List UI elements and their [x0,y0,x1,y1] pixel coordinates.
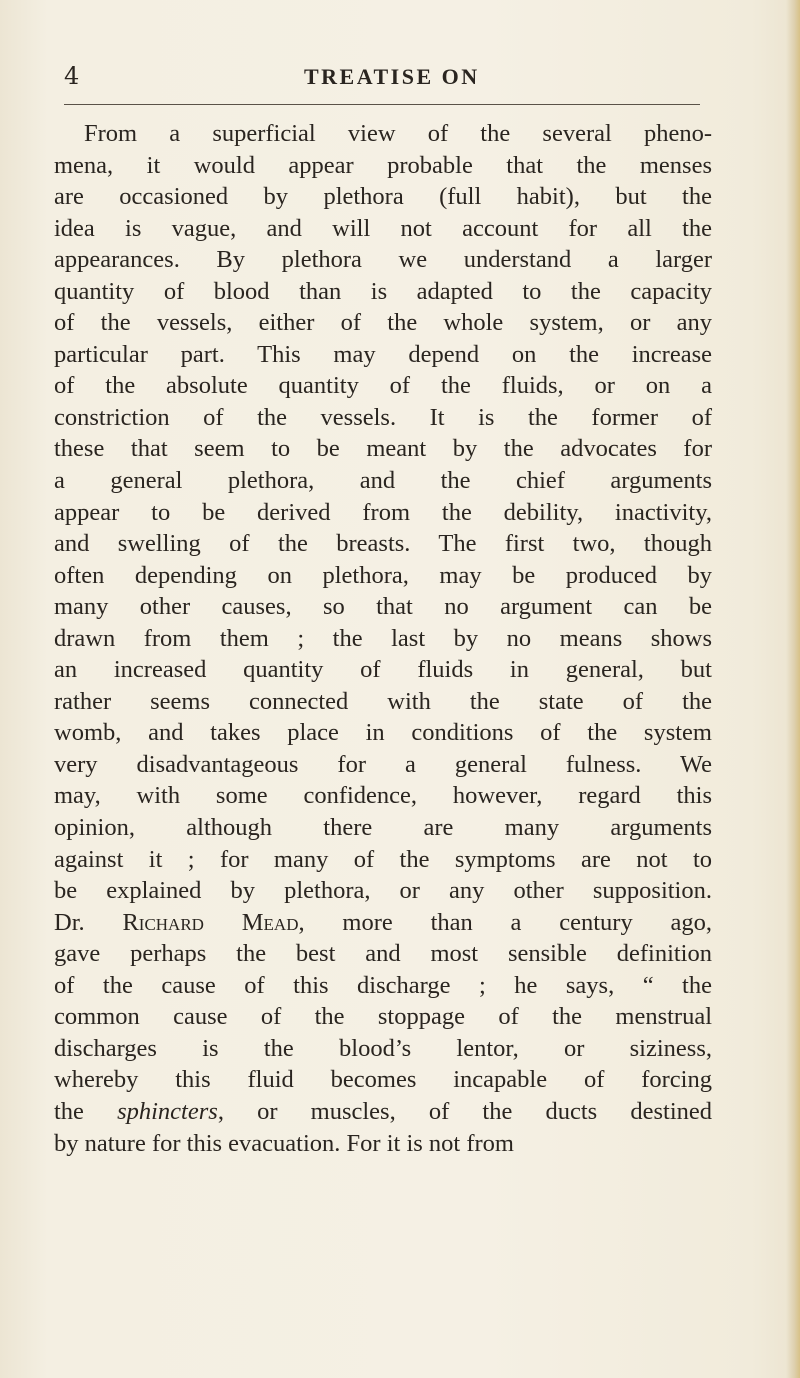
text-line: whereby this fluid becomes incapable of forcing [54,1066,712,1094]
text-line: gave perhaps the best and most sensible definition [54,940,712,968]
running-head: TREATISE ON [304,64,480,89]
page-number: 4 [64,62,80,90]
text-line: constriction of the vessels. It is the former of [54,403,712,431]
text-line: quantity of blood than is adapted to the capacity [54,277,712,305]
text-line: of the cause of this discharge ; he says, “ the [54,971,712,999]
text-line: opinion, although there are many arguments [54,814,712,842]
text-line: womb, and takes place in conditions of the system [54,719,712,747]
text-line: of the absolute quantity of the fluids, or on a [54,372,712,400]
text-line: may, with some confidence, however, regard this [54,782,712,810]
text-line-with-term [54,1096,712,1128]
page-edge-stain [786,0,800,1378]
text-fragment: , more than a century ago, [298,908,713,936]
text-fragment: Dr. [54,908,123,936]
text-line: drawn from them ; the last by no means shows [54,624,712,652]
text-line: and swelling of the breasts. The first two, though [54,530,712,558]
text-line: idea is vague, and will not account for all the [54,214,712,242]
text-line: by nature for this evacuation. For it is not from [54,1129,514,1157]
text-fragment: , or muscles, of the ducts destined [217,1097,713,1125]
text-line: very disadvantageous for a general fulness. We [54,750,712,778]
text-line: an increased quantity of fluids in general, but [54,656,712,684]
text-line-with-name [54,907,712,939]
text-line: appearances. By plethora we understand a larger [54,246,712,274]
text-line: a general plethora, and the chief arguments [54,467,712,495]
text-line: discharges is the blood’s lentor, or siziness, [54,1034,712,1062]
text-line: these that seem to be meant by the advocates for [54,435,712,463]
text-line: rather seems connected with the state of the [54,687,712,715]
text-line: From a superficial view of the several pheno- [84,120,712,147]
header-rule [64,104,700,105]
body-paragraph [54,118,712,1159]
text-line: common cause of the stoppage of the menstrual [54,1003,712,1031]
text-line: against it ; for many of the symptoms are not to [54,845,712,873]
text-fragment: the [54,1097,118,1125]
italic-term: sphincters [117,1097,218,1125]
text-line: are occasioned by plethora (full habit), but the [54,183,712,211]
page-header [64,62,704,102]
text-line: often depending on plethora, may be produced by [54,561,712,589]
author-name: Richard Mead [122,908,299,936]
text-line: mena, it would appear probable that the menses [54,151,712,179]
text-line: many other causes, so that no argument can be [54,593,712,621]
text-line: appear to be derived from the debility, inactivity, [54,498,712,526]
text-line: particular part. This may depend on the increase [54,340,712,368]
text-line: be explained by plethora, or any other supposition. [54,877,712,905]
text-line: of the vessels, either of the whole system, or any [54,309,712,337]
